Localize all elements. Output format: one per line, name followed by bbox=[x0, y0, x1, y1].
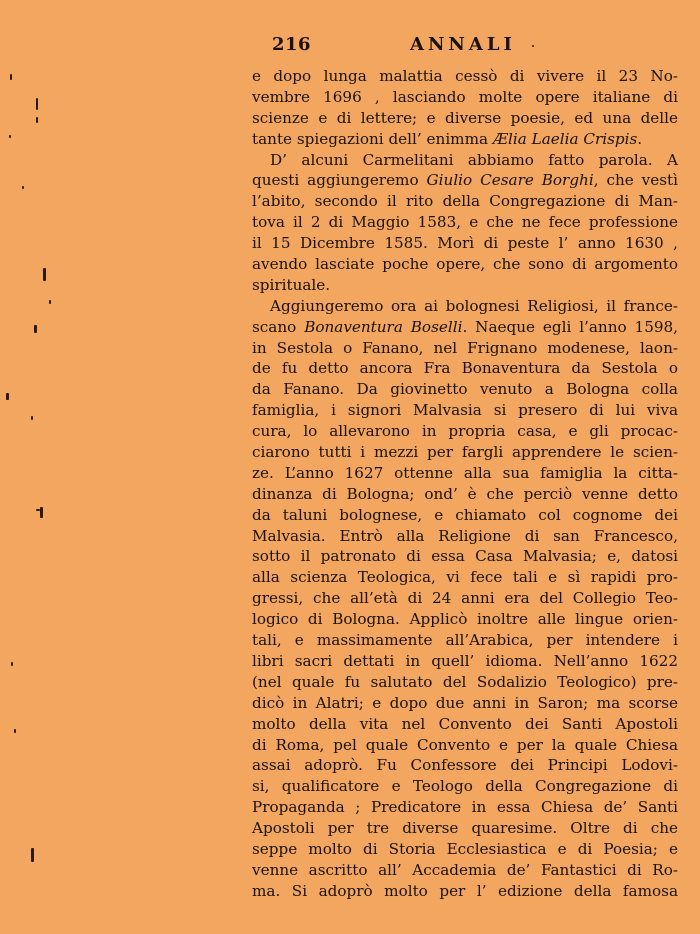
italic-name: Giulio Cesare Borghi bbox=[426, 171, 594, 190]
text-line bbox=[252, 191, 678, 212]
text-line bbox=[252, 442, 678, 463]
margin-speck bbox=[9, 135, 11, 138]
margin-speck bbox=[10, 74, 12, 80]
margin-speck bbox=[31, 416, 33, 420]
text-segment: . bbox=[637, 129, 643, 148]
text-line bbox=[252, 651, 678, 672]
margin-speck bbox=[14, 729, 16, 733]
text-line bbox=[252, 609, 678, 630]
margin-speck bbox=[40, 507, 43, 518]
margin-speck bbox=[11, 662, 13, 666]
text-segment: scienze e di lettere; e diverse poesie, ed una delle bbox=[252, 108, 678, 127]
text-line bbox=[252, 66, 678, 87]
text-segment: de fu detto ancora Fra Bonaventura da Sestola o bbox=[252, 359, 678, 378]
text-segment: si, qualificatore e Teologo della Congregazione di bbox=[252, 777, 678, 796]
text-line bbox=[252, 233, 678, 254]
text-line bbox=[252, 129, 678, 150]
text-line bbox=[252, 526, 678, 547]
text-line bbox=[252, 693, 678, 714]
text-line bbox=[252, 212, 678, 233]
running-head: ANNALI bbox=[410, 34, 516, 55]
text-segment: . Naeque egli l’anno 1598, bbox=[462, 317, 679, 336]
margin-speck bbox=[22, 186, 24, 189]
text-line bbox=[252, 818, 678, 839]
text-segment: logico di Bologna. Applicò inoltre alle lingue orien- bbox=[252, 610, 678, 629]
text-segment: assai adoprò. Fu Confessore dei Principi Lodovi- bbox=[252, 756, 678, 775]
text-line bbox=[252, 630, 678, 651]
margin-speck bbox=[31, 848, 34, 862]
margin-speck bbox=[6, 393, 9, 400]
margin-speck bbox=[49, 300, 51, 304]
text-segment: Aggiungeremo ora ai bolognesi Religiosi, il france- bbox=[270, 296, 678, 315]
text-segment: Apostoli per tre diverse quaresime. Oltre di che bbox=[252, 819, 678, 838]
text-line bbox=[252, 755, 678, 776]
text-line bbox=[252, 296, 678, 317]
text-segment: tali, e massimamente all’Arabica, per intendere i bbox=[252, 631, 678, 650]
text-segment: venne ascritto all’ Accademia de’ Fantastici di Ro- bbox=[252, 860, 678, 879]
text-line bbox=[252, 358, 678, 379]
text-line bbox=[252, 735, 678, 756]
text-segment: il 15 Dicembre 1585. Morì di peste l’ anno 1630 , bbox=[252, 234, 678, 253]
text-line bbox=[252, 254, 678, 275]
margin-speck bbox=[532, 45, 534, 47]
text-line bbox=[252, 484, 678, 505]
text-line bbox=[252, 860, 678, 881]
italic-name: Bonaventura Boselli bbox=[304, 317, 463, 336]
text-segment: ma. Si adoprò molto per l’ edizione della famosa bbox=[252, 881, 678, 900]
page-header bbox=[250, 28, 690, 58]
margin-speck bbox=[36, 117, 38, 123]
text-line bbox=[252, 797, 678, 818]
text-segment: , che vestì bbox=[593, 171, 678, 190]
text-segment: scano bbox=[252, 317, 305, 336]
text-line bbox=[252, 567, 678, 588]
text-line bbox=[252, 881, 678, 902]
text-segment: questi aggiungeremo bbox=[252, 171, 427, 190]
text-segment: dicò in Alatri; e dopo due anni in Saron; ma scorse bbox=[252, 693, 678, 712]
text-segment: cura, lo allevarono in propria casa, e gli procac- bbox=[252, 422, 678, 441]
text-segment: da taluni bolognese, e chiamato col cognome dei bbox=[252, 505, 678, 524]
text-line bbox=[252, 338, 678, 359]
text-segment: vembre 1696 , lasciando molte opere italiane di bbox=[252, 87, 678, 106]
text-segment: seppe molto di Storia Ecclesiastica e di Poesia; e bbox=[252, 839, 678, 858]
text-line bbox=[252, 839, 678, 860]
text-segment: alla scienza Teologica, vi fece tali e sì rapidi pro- bbox=[252, 568, 678, 587]
margin-speck bbox=[36, 509, 40, 511]
text-segment: e dopo lunga malattia cessò di vivere il 23 No- bbox=[252, 67, 678, 85]
text-line bbox=[252, 463, 678, 484]
text-line bbox=[252, 108, 678, 129]
italic-name: Ælia Laelia Crispis bbox=[492, 129, 638, 148]
text-segment: famiglia, i signori Malvasia si presero di lui viva bbox=[252, 401, 678, 420]
text-segment: ze. L’anno 1627 ottenne alla sua famiglia la citta- bbox=[252, 463, 678, 482]
margin-speck bbox=[36, 98, 38, 110]
text-segment: spirituale. bbox=[252, 275, 331, 294]
text-segment: dinanza di Bologna; ond’ è che perciò venne detto bbox=[252, 484, 678, 503]
text-segment: di Roma, pel quale Convento e per la quale Chiesa bbox=[252, 735, 678, 754]
text-segment: Propaganda ; Predicatore in essa Chiesa de’ Santi bbox=[252, 798, 678, 817]
text-segment: libri sacri dettati in quell’ idioma. Nell’anno 1622 bbox=[252, 651, 678, 670]
text-line bbox=[252, 275, 678, 296]
text-line bbox=[252, 588, 678, 609]
margin-speck bbox=[34, 325, 37, 333]
text-segment: l’abito, secondo il rito della Congregazione di Man- bbox=[252, 192, 678, 211]
text-segment: molto della vita nel Convento dei Santi Apostoli bbox=[252, 714, 678, 733]
text-line bbox=[252, 379, 678, 400]
text-line bbox=[252, 87, 678, 108]
text-line bbox=[252, 150, 678, 171]
text-segment: ciarono tutti i mezzi per fargli apprendere le scien- bbox=[252, 443, 678, 462]
text-segment: da Fanano. Da giovinetto venuto a Bologna colla bbox=[252, 380, 678, 399]
text-line bbox=[252, 714, 678, 735]
text-line bbox=[252, 170, 678, 191]
text-line bbox=[252, 317, 678, 338]
text-segment: D’ alcuni Carmelitani abbiamo fatto parola. A bbox=[270, 150, 678, 169]
text-line bbox=[252, 421, 678, 442]
text-line bbox=[252, 546, 678, 567]
text-segment: in Sestola o Fanano, nel Frignano modenese, laon- bbox=[252, 338, 678, 357]
text-line bbox=[252, 505, 678, 526]
text-line bbox=[252, 400, 678, 421]
text-segment: gressi, che all’età di 24 anni era del Collegio Teo- bbox=[252, 589, 678, 608]
text-segment: avendo lasciate poche opere, che sono di argomento bbox=[252, 255, 678, 274]
text-segment: Malvasia. Entrò alla Religione di san Francesco, bbox=[252, 526, 678, 545]
text-line bbox=[252, 776, 678, 797]
body-text bbox=[252, 66, 678, 902]
text-segment: (nel quale fu salutato del Sodalizio Teologico) pre- bbox=[252, 672, 678, 691]
text-segment: tova il 2 di Maggio 1583, e che ne fece professione bbox=[252, 213, 678, 232]
margin-speck bbox=[43, 268, 46, 281]
text-line bbox=[252, 672, 678, 693]
text-segment: sotto il patronato di essa Casa Malvasia; e, datosi bbox=[252, 547, 678, 566]
text-segment: tante spiegazioni dell’ enimma bbox=[252, 129, 493, 148]
page-number: 216 bbox=[272, 34, 312, 55]
